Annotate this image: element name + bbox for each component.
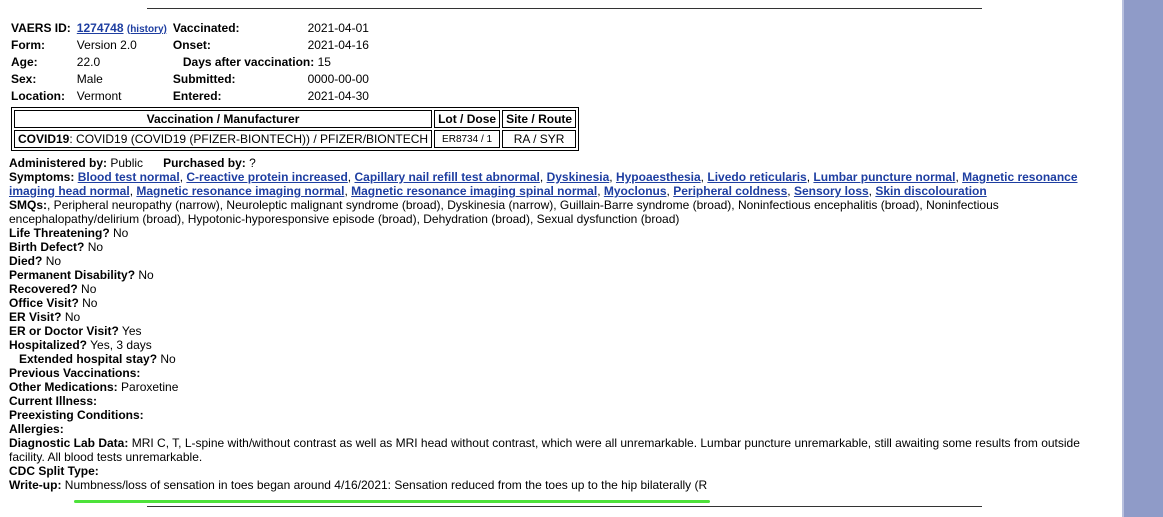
vaers-id-label: VAERS ID: (11, 20, 71, 35)
smqs-value: , Peripheral neuropathy (narrow), Neuroleptic malignant syndrome (broad), Dyskinesia (narrow), Guillain-Barre syndrome (broad), Noninfectious encephalitis (broad), Noninfectious encephalopathy/delirium (broad), Hypotonic-hyporesponsive episode (broad), Dehydration (broad), Sexual dysfunction (broad) (9, 198, 999, 226)
er-visit-row (9, 310, 1089, 324)
symptom-link[interactable]: C-reactive protein increased (186, 170, 348, 184)
symptom-link[interactable]: Dyskinesia (546, 170, 610, 184)
recovered-row (9, 282, 1089, 296)
symptom-link[interactable]: Magnetic resonance imaging head normal (9, 170, 1078, 198)
hospitalized-value: Yes, 3 days (90, 338, 152, 352)
other-meds-label: Other Medications: (9, 380, 118, 394)
birth-defect-label: Birth Defect? (9, 240, 85, 254)
symptom-separator: , (179, 170, 184, 184)
symptom-separator: , (347, 170, 352, 184)
symptom-separator: , (597, 184, 601, 198)
entered-label: Entered: (172, 88, 222, 103)
er-doctor-row (9, 324, 1089, 338)
er-doctor-label: ER or Doctor Visit? (9, 324, 119, 338)
symptom-link[interactable]: Sensory loss (793, 184, 869, 198)
location-value: Vermont (76, 88, 122, 103)
history-link[interactable]: (history) (126, 23, 167, 35)
symptom-link[interactable]: Lumbar puncture normal (813, 170, 956, 184)
submitted-label: Submitted: (172, 71, 236, 86)
vaccinated-label: Vaccinated: (172, 20, 240, 35)
symptom-separator: , (666, 184, 670, 198)
vaccine-cell (14, 130, 432, 148)
symptom-separator: , (700, 170, 705, 184)
er-doctor-value: Yes (121, 324, 142, 338)
extended-stay-row (9, 352, 1089, 366)
age-label: Age: (11, 54, 38, 69)
current-illness-label: Current Illness: (9, 394, 98, 408)
right-sidebar (1124, 0, 1163, 517)
diagnostic-value: MRI C, T, L-spine with/without contrast as well as MRI head without contrast, which were all unremarkable. Lumbar puncture unremarkable, still awaiting some results from outside facility. All blood tests unremarkable. (9, 436, 1080, 464)
symptom-separator: , (955, 170, 959, 184)
perm-disability-value: No (138, 268, 154, 282)
form-label: Form: (11, 37, 45, 52)
prev-vacc-label: Previous Vaccinations: (9, 366, 141, 380)
preexisting-label: Preexisting Conditions: (9, 408, 144, 422)
symptoms-label: Symptoms: (9, 170, 75, 184)
submitted-value: 0000-00-00 (307, 71, 369, 86)
lot-dose-header: Lot / Dose (434, 110, 500, 128)
sex-label: Sex: (11, 71, 37, 86)
other-meds-value: Paroxetine (121, 380, 179, 394)
entered-value: 2021-04-30 (307, 88, 369, 103)
age-value: 22.0 (76, 54, 101, 69)
smqs-row (9, 198, 1089, 226)
onset-label: Onset: (172, 37, 211, 52)
office-visit-value: No (82, 296, 98, 310)
symptom-separator: , (344, 184, 348, 198)
writeup-label: Write-up: (9, 478, 62, 492)
record-summary (9, 19, 373, 104)
site-route-header: Site / Route (502, 110, 576, 128)
diagnostic-row (9, 436, 1089, 464)
er-visit-label: ER Visit? (9, 310, 62, 324)
symptom-separator: , (609, 170, 613, 184)
symptom-separator: , (787, 184, 791, 198)
diagnostic-label: Diagnostic Lab Data: (9, 436, 129, 450)
vaccination-row (14, 130, 576, 148)
other-meds-row (9, 380, 1089, 394)
administered-label: Administered by: (9, 156, 108, 170)
vaccine-type: COVID19 (18, 132, 70, 146)
died-row (9, 254, 1089, 268)
form-value: Version 2.0 (76, 37, 137, 52)
recovered-label: Recovered? (9, 282, 78, 296)
purchased-value: ? (249, 156, 256, 170)
hospitalized-row (9, 338, 1089, 352)
perm-disability-label: Permanent Disability? (9, 268, 136, 282)
birth-defect-value: No (87, 240, 104, 254)
vaccine-desc: : COVID19 (COVID19 (PFIZER-BIONTECH)) / PFIZER/BIONTECH (69, 132, 429, 146)
smqs-label: SMQs: (9, 198, 48, 212)
symptom-link[interactable]: Blood test normal (77, 170, 180, 184)
symptom-link[interactable]: Magnetic resonance imaging normal (136, 184, 345, 198)
symptom-link[interactable]: Myoclonus (603, 184, 667, 198)
life-threatening-label: Life Threatening? (9, 226, 110, 240)
office-visit-label: Office Visit? (9, 296, 79, 310)
prev-vacc-row (9, 366, 1089, 380)
birth-defect-row (9, 240, 1089, 254)
hospitalized-label: Hospitalized? (9, 338, 88, 352)
er-visit-value: No (64, 310, 81, 324)
office-visit-row (9, 296, 1089, 310)
cdc-split-row (9, 464, 1089, 478)
allergies-label: Allergies: (9, 422, 64, 436)
life-threatening-value: No (113, 226, 129, 240)
vaers-id-link[interactable]: 1274748 (76, 20, 124, 35)
vaers-record (9, 19, 1089, 492)
extended-stay-value: No (160, 352, 176, 366)
recovered-value: No (81, 282, 97, 296)
symptom-link[interactable]: Hypoaesthesia (615, 170, 701, 184)
preexisting-row (9, 408, 1089, 422)
symptom-link[interactable]: Livedo reticularis (707, 170, 807, 184)
symptom-link[interactable]: Magnetic resonance imaging spinal normal (351, 184, 598, 198)
top-divider (147, 8, 982, 9)
symptom-separator: , (129, 184, 134, 198)
vaccination-table (11, 107, 579, 151)
allergies-row (9, 422, 1089, 436)
writeup-value: Numbness/loss of sensation in toes began around 4/16/2021: Sensation reduced from the toes up to the hip bilaterally (R (64, 478, 708, 492)
highlight-underline (74, 500, 710, 503)
symptom-link[interactable]: Capillary nail refill test abnormal (354, 170, 540, 184)
site-route-cell: RA / SYR (502, 130, 576, 148)
administered-row (9, 156, 1089, 170)
symptom-separator: , (539, 170, 544, 184)
location-label: Location: (11, 88, 65, 103)
current-illness-row (9, 394, 1089, 408)
extended-stay-label: Extended hospital stay? (19, 352, 158, 366)
bottom-divider (147, 506, 982, 507)
onset-value: 2021-04-16 (307, 37, 369, 52)
symptom-separator: , (868, 184, 873, 198)
days-after-value: 15 (317, 54, 331, 69)
life-threatening-row (9, 226, 1089, 240)
symptom-link[interactable]: Skin discolouration (875, 184, 987, 198)
symptom-link[interactable]: Peripheral coldness (673, 184, 788, 198)
writeup-row (9, 478, 1089, 492)
vaccinated-value: 2021-04-01 (307, 20, 369, 35)
purchased-label: Purchased by: (163, 156, 246, 170)
died-label: Died? (9, 254, 43, 268)
symptom-separator: , (806, 170, 811, 184)
vaccination-header: Vaccination / Manufacturer (14, 110, 432, 128)
perm-disability-row (9, 268, 1089, 282)
cdc-split-label: CDC Split Type: (9, 464, 99, 478)
lot-dose-cell: ER8734 / 1 (434, 130, 500, 148)
sex-value: Male (76, 71, 103, 86)
days-after-label: Days after vaccination: (182, 54, 315, 69)
symptoms-row (9, 170, 1089, 198)
administered-value: Public (110, 156, 144, 170)
died-value: No (45, 254, 62, 268)
